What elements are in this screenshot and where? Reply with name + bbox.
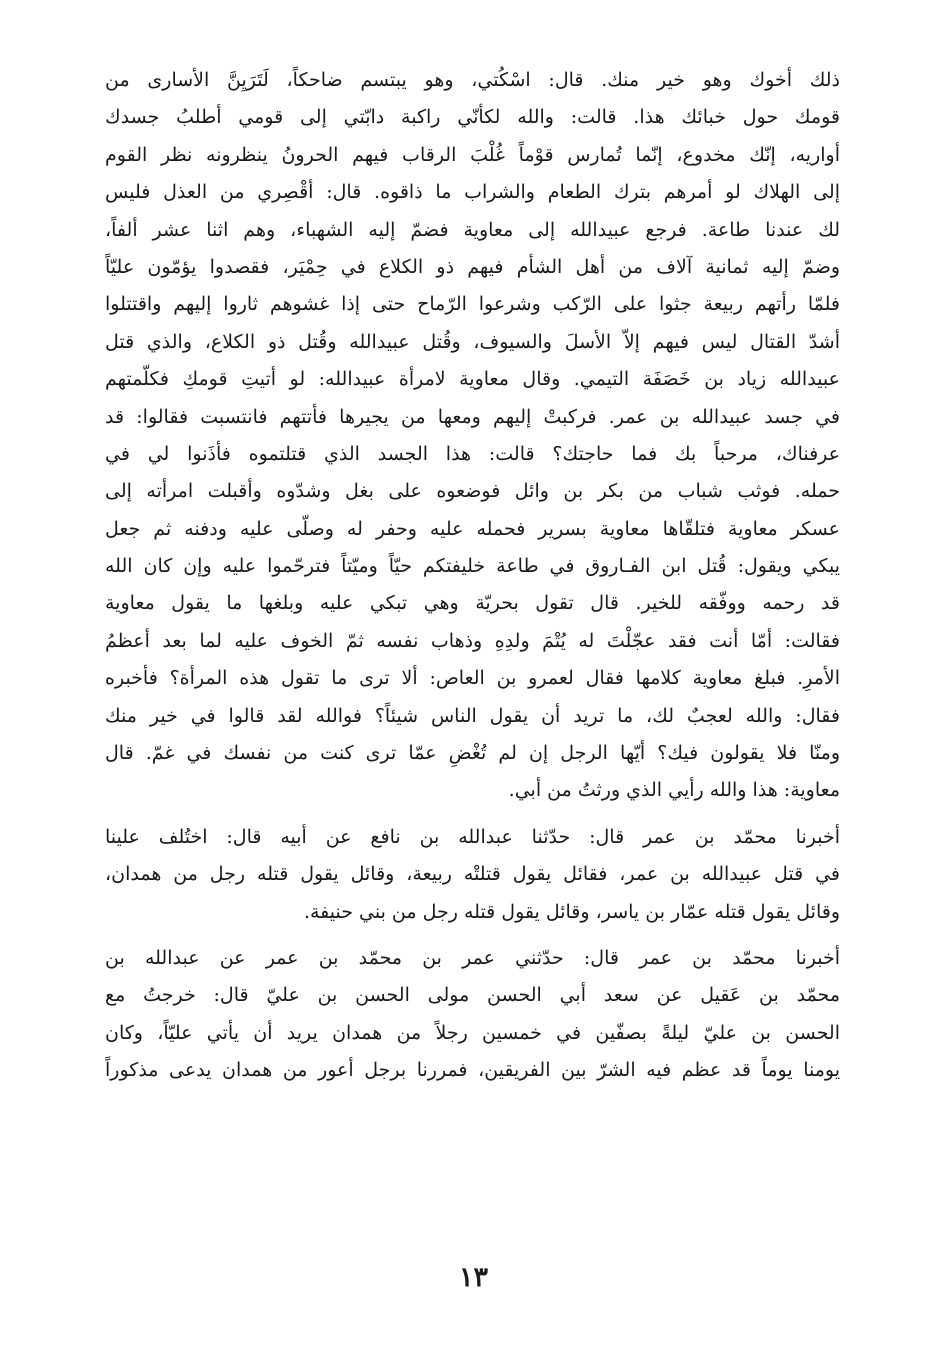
text-line: عسكر معاوية فتلقّاها معاوية بسرير فحمله عليه وحفر له وصلّى عليه ودفنه ثم جعل [105,517,840,540]
text-line: إلى الهلاك لو أمرهم بترك الطعام والشراب ما ذاقوه. قال: أقْصِري من العذل فليس [105,181,840,204]
paragraph-gap [105,810,840,819]
text-line: ذلك أخوك وهو خير منك. قال: اسْكُتي، وهو يبتسم ضاحكاً، لَتَرَيِنَّ الأسارى من [105,69,840,91]
paragraph-3 [105,940,840,1090]
text-line: أخبرنا محمّد بن عمر قال: حدّثنا عبدالله بن نافع عن أبيه قال: اختُلف علينا [105,825,840,848]
text-line: عرفناك، مرحباً بك فما حاجتك؟ قالت: هذا الجسد الذي قتلتموه فأذَنوا لي في [105,442,840,465]
text-line: محمّد بن عَقيل عن سعد أبي الحسن مولى الحسن بن عليّ قال: خرجتُ مع [105,984,840,1007]
text-line: الحسن بن عليّ ليلةً بصفّين في خمسين رجلاً من همدان يريد أن يأتي عليّاً، وكان [105,1021,840,1044]
text-line: يومنا يوماً قد عظم فيه الشرّ بين الفريقين، فمررنا برجل أعور من همدان يدعى مذكوراً [105,1059,840,1082]
text-line: في قتل عبيدالله بن عمر، فقائل يقول قتلتْه ربيعة، وقائل يقول قتله رجل من همدان، [105,863,840,886]
text-line: وقائل يقول قتله عمّار بن ياسر، وقائل يقول قتله رجل من بني حنيفة. [303,900,840,923]
text-line: فلمّا رأتهم ربيعة جثوا على الرّكب وشرعوا الرّماح حتى إذا غشوهم ثاروا إليهم واقتتلوا [105,293,840,316]
paragraph-1 [105,62,840,810]
text-line: فقال: والله لعجبٌ لك، ما تريد أن يقول الناس شيئاً؟ فوالله لقد قالوا في خير منك [105,704,840,727]
text-line: أخبرنا محمّد بن عمر قال: حدّثني عمر بن محمّد بن عمر عن عبدالله بن [105,946,840,969]
paragraph-2 [105,819,840,931]
text-line: وضمّ إليه ثمانية آلاف من أهل الشأم فيهم ذو الكلاع في حِمْيَر، فقصدوا يؤمّون عليّاً [105,255,840,278]
text-line: حمله. فوثب شباب من بكر بن وائل فوضعوه على بغل وشدّوه وأقبلت امرأته إلى [105,480,840,503]
text-line: الأمرِ. فبلغ معاوية كلامها فقال لعمرو بن العاص: ألا ترى ما تقول هذه المرأة؟ فأخبره [105,667,840,690]
text-line: يبكي ويقول: قُتل ابن الفـاروق في طاعة خليفتكم حيّاً وميّتاً فترحّموا عليه وإن كان الله [105,555,840,578]
text-line: قومك حول خبائك هذا. قالت: والله لكأنّي راكبة دابّتي إلى قومي أطلبُ جسدك [105,106,840,129]
paragraph-gap [105,931,840,940]
text-line: قد رحمه ووفّقه للخير. قال تقول بحريّة وهي تبكي عليه وبلغها ما يقول معاوية [105,592,840,615]
page-body [105,62,840,1307]
text-line: لك عندنا طاعة. فرجع عبيدالله إلى معاوية فضمّ إليه الشهباء، وهم اثنا عشر ألفاً، [105,218,840,241]
text-line: معاوية: هذا والله رأيي الذي ورثتُ من أبي. [508,779,840,802]
text-line: ومنّا فلا يقولون فيك؟ أيّها الرجل إن لم تُغْضِ عمّا ترى كنت من نفسك في غمّ. قال [105,742,840,765]
text-line: أشدّ القتال ليس فيهم إلاّ الأسلَ والسيوف، وقُتل عبيدالله وقُتل ذو الكلاع، والذي قتل [105,330,840,353]
text-line: في جسد عبيدالله بن عمر. فركبتْ إليهم ومعها من يجيرها فأتتهم فانتسبت فقالوا: قد [105,405,840,428]
text-line: عبيدالله زياد بن خَصَفَة التيمي. وقال معاوية لامرأة عبيدالله: لو أتيتِ قومكِ فكلّمتهم [105,368,840,391]
text-line: فقالت: أمّا أنت فقد عجّلْتَ له يُتْمَ ولدِهِ وذهاب نفسه ثمّ الخوف عليه لما بعد أعظمُ [105,629,840,652]
page-number: ١٣ [458,1262,488,1293]
text-line: أواريه، إنّك مخدوع، إنّما تُمارس قوْماً غُلْبَ الرقاب فيهم الحرونُ ينظرونه نظر القوم [105,143,840,166]
